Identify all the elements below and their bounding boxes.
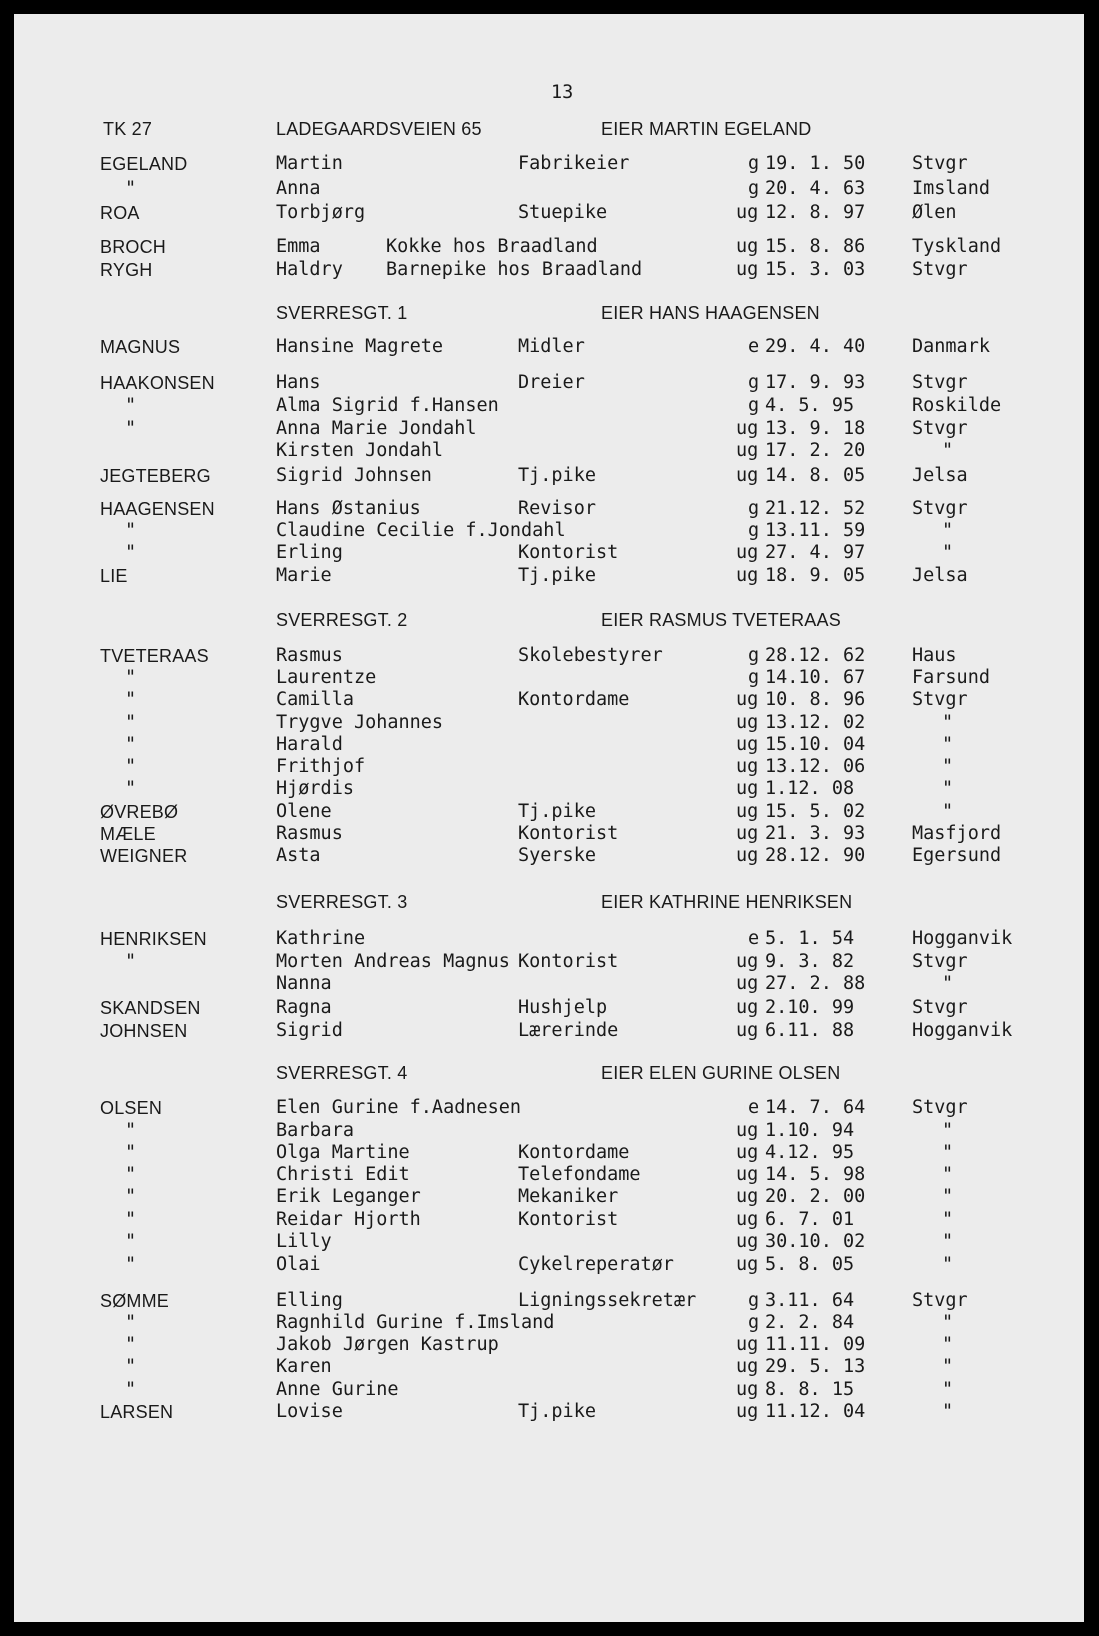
birth-date: 17. 9. 93 bbox=[765, 372, 866, 393]
resident-occupation: Mekaniker bbox=[518, 1186, 619, 1207]
birth-date: 19. 1. 50 bbox=[765, 153, 866, 174]
resident-surname: " bbox=[125, 667, 137, 688]
marital-status: e bbox=[748, 1097, 760, 1118]
birth-place: " bbox=[942, 712, 954, 733]
property-owner: EIER HANS HAAGENSEN bbox=[601, 303, 820, 323]
property-owner: EIER RASMUS TVETERAAS bbox=[601, 610, 841, 630]
birth-place: " bbox=[942, 734, 954, 755]
birth-date: 27. 2. 88 bbox=[765, 973, 866, 994]
resident-surname: SØMME bbox=[100, 1291, 170, 1311]
marital-status: ug bbox=[736, 734, 759, 755]
birth-date: 2.10. 99 bbox=[765, 997, 855, 1018]
marital-status: g bbox=[748, 520, 760, 541]
resident-given-name: Asta bbox=[276, 845, 321, 866]
resident-given-name: Camilla bbox=[276, 689, 354, 710]
marital-status: g bbox=[748, 372, 760, 393]
resident-surname: " bbox=[125, 395, 137, 416]
resident-surname: " bbox=[125, 1312, 137, 1333]
resident-given-name: Emma bbox=[276, 236, 321, 257]
resident-surname: HAAKONSEN bbox=[100, 373, 215, 393]
resident-occupation: Kokke hos Braadland bbox=[386, 236, 598, 257]
resident-occupation: Tj.pike bbox=[518, 565, 596, 586]
marital-status: ug bbox=[736, 801, 759, 822]
marital-status: ug bbox=[736, 465, 759, 486]
birth-place: Stvgr bbox=[912, 951, 968, 972]
resident-occupation: Telefondame bbox=[518, 1164, 641, 1185]
birth-place: " bbox=[942, 973, 954, 994]
marital-status: ug bbox=[736, 1186, 759, 1207]
birth-date: 21. 3. 93 bbox=[765, 823, 866, 844]
resident-surname: LARSEN bbox=[100, 1402, 174, 1422]
marital-status: ug bbox=[736, 845, 759, 866]
resident-surname: " bbox=[125, 1231, 137, 1252]
resident-occupation: Kontordame bbox=[518, 1142, 630, 1163]
resident-occupation: Tj.pike bbox=[518, 1401, 596, 1422]
marital-status: ug bbox=[736, 1142, 759, 1163]
birth-date: 14.10. 67 bbox=[765, 667, 866, 688]
birth-date: 28.12. 90 bbox=[765, 845, 866, 866]
resident-given-name: Erik Leganger bbox=[276, 1186, 421, 1207]
birth-date: 18. 9. 05 bbox=[765, 565, 866, 586]
birth-date: 3.11. 64 bbox=[765, 1290, 855, 1311]
marital-status: ug bbox=[736, 1334, 759, 1355]
birth-place: " bbox=[942, 1356, 954, 1377]
resident-surname: " bbox=[125, 178, 137, 199]
marital-status: ug bbox=[736, 712, 759, 733]
resident-surname: HAAGENSEN bbox=[100, 499, 215, 519]
birth-place: Stvgr bbox=[912, 997, 968, 1018]
marital-status: ug bbox=[736, 1379, 759, 1400]
resident-given-name: Reidar Hjorth bbox=[276, 1209, 421, 1230]
resident-given-name: Hjørdis bbox=[276, 778, 354, 799]
birth-date: 17. 2. 20 bbox=[765, 440, 866, 461]
resident-given-name: Laurentze bbox=[276, 667, 377, 688]
birth-place: " bbox=[942, 801, 954, 822]
property-owner: EIER MARTIN EGELAND bbox=[601, 119, 812, 139]
resident-occupation: Dreier bbox=[518, 372, 585, 393]
resident-surname: " bbox=[125, 1164, 137, 1185]
birth-place: " bbox=[942, 1379, 954, 1400]
resident-given-name: Morten Andreas Magnus bbox=[276, 951, 510, 972]
resident-occupation: Midler bbox=[518, 336, 585, 357]
resident-surname: JOHNSEN bbox=[100, 1021, 188, 1041]
resident-given-name: Torbjørg bbox=[276, 202, 366, 223]
resident-occupation: Syerske bbox=[518, 845, 596, 866]
resident-given-name: Rasmus bbox=[276, 823, 343, 844]
marital-status: ug bbox=[736, 823, 759, 844]
resident-surname: " bbox=[125, 951, 137, 972]
birth-place: Stvgr bbox=[912, 259, 968, 280]
resident-occupation: Lærerinde bbox=[518, 1020, 619, 1041]
birth-date: 6. 7. 01 bbox=[765, 1209, 855, 1230]
marital-status: ug bbox=[736, 418, 759, 439]
birth-date: 15.10. 04 bbox=[765, 734, 866, 755]
birth-date: 1.12. 08 bbox=[765, 778, 855, 799]
birth-date: 20. 2. 00 bbox=[765, 1186, 866, 1207]
resident-surname: " bbox=[125, 1209, 137, 1230]
resident-given-name: Rasmus bbox=[276, 645, 343, 666]
page-number: 13 bbox=[551, 82, 574, 103]
property-address: SVERRESGT. 3 bbox=[276, 892, 408, 912]
birth-place: " bbox=[942, 1312, 954, 1333]
marital-status: g bbox=[748, 1290, 760, 1311]
resident-occupation: Hushjelp bbox=[518, 997, 608, 1018]
birth-date: 4.12. 95 bbox=[765, 1142, 855, 1163]
resident-occupation: Revisor bbox=[518, 498, 596, 519]
birth-place: " bbox=[942, 1120, 954, 1141]
resident-surname: ROA bbox=[100, 203, 140, 223]
birth-date: 10. 8. 96 bbox=[765, 689, 866, 710]
marital-status: ug bbox=[736, 1020, 759, 1041]
marital-status: ug bbox=[736, 1231, 759, 1252]
birth-place: Ølen bbox=[912, 202, 957, 223]
resident-occupation: Stuepike bbox=[518, 202, 608, 223]
marital-status: ug bbox=[736, 951, 759, 972]
marital-status: ug bbox=[736, 1209, 759, 1230]
birth-date: 2. 2. 84 bbox=[765, 1312, 855, 1333]
birth-date: 15. 8. 86 bbox=[765, 236, 866, 257]
resident-surname: LIE bbox=[100, 566, 128, 586]
marital-status: g bbox=[748, 667, 760, 688]
resident-surname: " bbox=[125, 756, 137, 777]
resident-surname: MÆLE bbox=[100, 824, 156, 844]
resident-surname: " bbox=[125, 734, 137, 755]
resident-given-name: Hans Østanius bbox=[276, 498, 421, 519]
birth-date: 6.11. 88 bbox=[765, 1020, 855, 1041]
marital-status: ug bbox=[736, 1164, 759, 1185]
birth-place: " bbox=[942, 778, 954, 799]
resident-surname: " bbox=[125, 1356, 137, 1377]
resident-given-name: Ragna bbox=[276, 997, 332, 1018]
marital-status: ug bbox=[736, 973, 759, 994]
birth-place: Stvgr bbox=[912, 1097, 968, 1118]
birth-place: Stvgr bbox=[912, 1290, 968, 1311]
birth-place: Stvgr bbox=[912, 689, 968, 710]
birth-date: 27. 4. 97 bbox=[765, 542, 866, 563]
marital-status: ug bbox=[736, 997, 759, 1018]
birth-place: Haus bbox=[912, 645, 957, 666]
resident-occupation: Tj.pike bbox=[518, 801, 596, 822]
birth-date: 14. 5. 98 bbox=[765, 1164, 866, 1185]
marital-status: ug bbox=[736, 689, 759, 710]
marital-status: g bbox=[748, 178, 760, 199]
birth-date: 9. 3. 82 bbox=[765, 951, 855, 972]
birth-date: 11.11. 09 bbox=[765, 1334, 866, 1355]
resident-given-name: Marie bbox=[276, 565, 332, 586]
resident-occupation: Kontorist bbox=[518, 542, 619, 563]
birth-place: " bbox=[942, 542, 954, 563]
birth-place: " bbox=[942, 1164, 954, 1185]
birth-place: " bbox=[942, 756, 954, 777]
resident-occupation: Kontorist bbox=[518, 951, 619, 972]
birth-date: 5. 1. 54 bbox=[765, 928, 855, 949]
birth-place: " bbox=[942, 520, 954, 541]
birth-place: Stvgr bbox=[912, 418, 968, 439]
birth-date: 4. 5. 95 bbox=[765, 395, 855, 416]
document-page bbox=[14, 14, 1084, 1622]
property-address: SVERRESGT. 1 bbox=[276, 303, 408, 323]
resident-surname: TVETERAAS bbox=[100, 646, 209, 666]
resident-surname: WEIGNER bbox=[100, 846, 188, 866]
resident-surname: " bbox=[125, 1334, 137, 1355]
birth-date: 29. 5. 13 bbox=[765, 1356, 866, 1377]
resident-surname: BROCH bbox=[100, 237, 167, 257]
resident-given-name: Elen Gurine f.Aadnesen bbox=[276, 1097, 522, 1118]
resident-surname: ØVREBØ bbox=[100, 802, 179, 822]
marital-status: g bbox=[748, 1312, 760, 1333]
resident-surname: " bbox=[125, 1186, 137, 1207]
resident-given-name: Nanna bbox=[276, 973, 332, 994]
resident-given-name: Barbara bbox=[276, 1120, 354, 1141]
resident-surname: " bbox=[125, 418, 137, 439]
resident-surname: SKANDSEN bbox=[100, 998, 201, 1018]
birth-date: 20. 4. 63 bbox=[765, 178, 866, 199]
resident-occupation: Barnepike hos Braadland bbox=[386, 259, 643, 280]
birth-place: Roskilde bbox=[912, 395, 1002, 416]
resident-surname: RYGH bbox=[100, 260, 153, 280]
birth-place: Hogganvik bbox=[912, 928, 1013, 949]
resident-surname: " bbox=[125, 778, 137, 799]
resident-occupation: Cykelreperatør bbox=[518, 1254, 674, 1275]
property-address: LADEGAARDSVEIEN 65 bbox=[276, 119, 482, 139]
resident-surname: JEGTEBERG bbox=[100, 466, 211, 486]
resident-occupation: Ligningssekretær bbox=[518, 1290, 697, 1311]
birth-place: Hogganvik bbox=[912, 1020, 1013, 1041]
property-owner: EIER ELEN GURINE OLSEN bbox=[601, 1063, 841, 1083]
resident-given-name: Lovise bbox=[276, 1401, 343, 1422]
marital-status: ug bbox=[736, 202, 759, 223]
resident-given-name: Olene bbox=[276, 801, 332, 822]
birth-date: 15. 3. 03 bbox=[765, 259, 866, 280]
resident-given-name: Harald bbox=[276, 734, 343, 755]
birth-date: 8. 8. 15 bbox=[765, 1379, 855, 1400]
birth-date: 14. 8. 05 bbox=[765, 465, 866, 486]
resident-given-name: Sigrid bbox=[276, 1020, 343, 1041]
birth-date: 13. 9. 18 bbox=[765, 418, 866, 439]
birth-date: 5. 8. 05 bbox=[765, 1254, 855, 1275]
resident-surname: " bbox=[125, 1142, 137, 1163]
resident-given-name: Hansine Magrete bbox=[276, 336, 444, 357]
birth-date: 29. 4. 40 bbox=[765, 336, 866, 357]
resident-surname: " bbox=[125, 689, 137, 710]
birth-place: Jelsa bbox=[912, 465, 968, 486]
resident-surname: EGELAND bbox=[100, 154, 188, 174]
birth-place: Imsland bbox=[912, 178, 990, 199]
resident-given-name: Elling bbox=[276, 1290, 343, 1311]
birth-place: " bbox=[942, 1209, 954, 1230]
property-address: SVERRESGT. 4 bbox=[276, 1063, 408, 1083]
birth-place: " bbox=[942, 1186, 954, 1207]
resident-given-name: Hans bbox=[276, 372, 321, 393]
resident-given-name: Karen bbox=[276, 1356, 332, 1377]
marital-status: ug bbox=[736, 236, 759, 257]
birth-date: 1.10. 94 bbox=[765, 1120, 855, 1141]
marital-status: g bbox=[748, 645, 760, 666]
marital-status: ug bbox=[736, 756, 759, 777]
marital-status: ug bbox=[736, 1120, 759, 1141]
resident-surname: " bbox=[125, 1379, 137, 1400]
resident-given-name: Olga Martine bbox=[276, 1142, 410, 1163]
resident-given-name: Kirsten Jondahl bbox=[276, 440, 444, 461]
resident-given-name: Anna Marie Jondahl bbox=[276, 418, 477, 439]
resident-occupation: Skolebestyrer bbox=[518, 645, 663, 666]
birth-place: Farsund bbox=[912, 667, 990, 688]
resident-given-name: Ragnhild Gurine f.Imsland bbox=[276, 1312, 555, 1333]
resident-given-name: Christi Edit bbox=[276, 1164, 410, 1185]
resident-given-name: Trygve Johannes bbox=[276, 712, 444, 733]
resident-given-name: Anne Gurine bbox=[276, 1379, 399, 1400]
birth-date: 30.10. 02 bbox=[765, 1231, 866, 1252]
marital-status: ug bbox=[736, 440, 759, 461]
resident-given-name: Lilly bbox=[276, 1231, 332, 1252]
birth-date: 21.12. 52 bbox=[765, 498, 866, 519]
birth-place: " bbox=[942, 1142, 954, 1163]
birth-date: 11.12. 04 bbox=[765, 1401, 866, 1422]
birth-date: 12. 8. 97 bbox=[765, 202, 866, 223]
resident-surname: OLSEN bbox=[100, 1098, 163, 1118]
birth-place: Stvgr bbox=[912, 153, 968, 174]
resident-given-name: Martin bbox=[276, 153, 343, 174]
birth-place: " bbox=[942, 440, 954, 461]
birth-date: 15. 5. 02 bbox=[765, 801, 866, 822]
birth-date: 14. 7. 64 bbox=[765, 1097, 866, 1118]
resident-given-name: Jakob Jørgen Kastrup bbox=[276, 1334, 499, 1355]
birth-place: " bbox=[942, 1334, 954, 1355]
resident-surname: " bbox=[125, 1120, 137, 1141]
birth-place: " bbox=[942, 1254, 954, 1275]
resident-occupation: Kontorist bbox=[518, 823, 619, 844]
resident-occupation: Kontordame bbox=[518, 689, 630, 710]
marital-status: ug bbox=[736, 542, 759, 563]
resident-given-name: Frithjof bbox=[276, 756, 366, 777]
marital-status: ug bbox=[736, 565, 759, 586]
birth-place: " bbox=[942, 1401, 954, 1422]
marital-status: g bbox=[748, 395, 760, 416]
marital-status: ug bbox=[736, 778, 759, 799]
property-address: SVERRESGT. 2 bbox=[276, 610, 408, 630]
resident-surname: " bbox=[125, 1254, 137, 1275]
birth-place: Egersund bbox=[912, 845, 1002, 866]
resident-surname: " bbox=[125, 520, 137, 541]
marital-status: e bbox=[748, 336, 760, 357]
resident-given-name: Sigrid Johnsen bbox=[276, 465, 432, 486]
resident-surname: MAGNUS bbox=[100, 337, 181, 357]
birth-date: 28.12. 62 bbox=[765, 645, 866, 666]
marital-status: ug bbox=[736, 1401, 759, 1422]
resident-given-name: Haldry bbox=[276, 259, 343, 280]
resident-given-name: Anna bbox=[276, 178, 321, 199]
property-id: TK 27 bbox=[103, 119, 153, 139]
marital-status: ug bbox=[736, 259, 759, 280]
birth-place: Danmark bbox=[912, 336, 990, 357]
resident-occupation: Fabrikeier bbox=[518, 153, 630, 174]
marital-status: ug bbox=[736, 1356, 759, 1377]
birth-place: " bbox=[942, 1231, 954, 1252]
birth-date: 13.12. 06 bbox=[765, 756, 866, 777]
resident-occupation: Kontorist bbox=[518, 1209, 619, 1230]
property-owner: EIER KATHRINE HENRIKSEN bbox=[601, 892, 853, 912]
resident-given-name: Alma Sigrid f.Hansen bbox=[276, 395, 499, 416]
birth-place: Stvgr bbox=[912, 498, 968, 519]
resident-given-name: Claudine Cecilie f.Jondahl bbox=[276, 520, 566, 541]
resident-given-name: Olai bbox=[276, 1254, 321, 1275]
birth-date: 13.12. 02 bbox=[765, 712, 866, 733]
resident-occupation: Tj.pike bbox=[518, 465, 596, 486]
birth-date: 13.11. 59 bbox=[765, 520, 866, 541]
marital-status: g bbox=[748, 153, 760, 174]
resident-surname: HENRIKSEN bbox=[100, 929, 207, 949]
birth-place: Jelsa bbox=[912, 565, 968, 586]
marital-status: e bbox=[748, 928, 760, 949]
birth-place: Tyskland bbox=[912, 236, 1002, 257]
marital-status: ug bbox=[736, 1254, 759, 1275]
birth-place: Masfjord bbox=[912, 823, 1002, 844]
resident-given-name: Kathrine bbox=[276, 928, 366, 949]
resident-surname: " bbox=[125, 712, 137, 733]
marital-status: g bbox=[748, 498, 760, 519]
resident-surname: " bbox=[125, 542, 137, 563]
birth-place: Stvgr bbox=[912, 372, 968, 393]
resident-given-name: Erling bbox=[276, 542, 343, 563]
